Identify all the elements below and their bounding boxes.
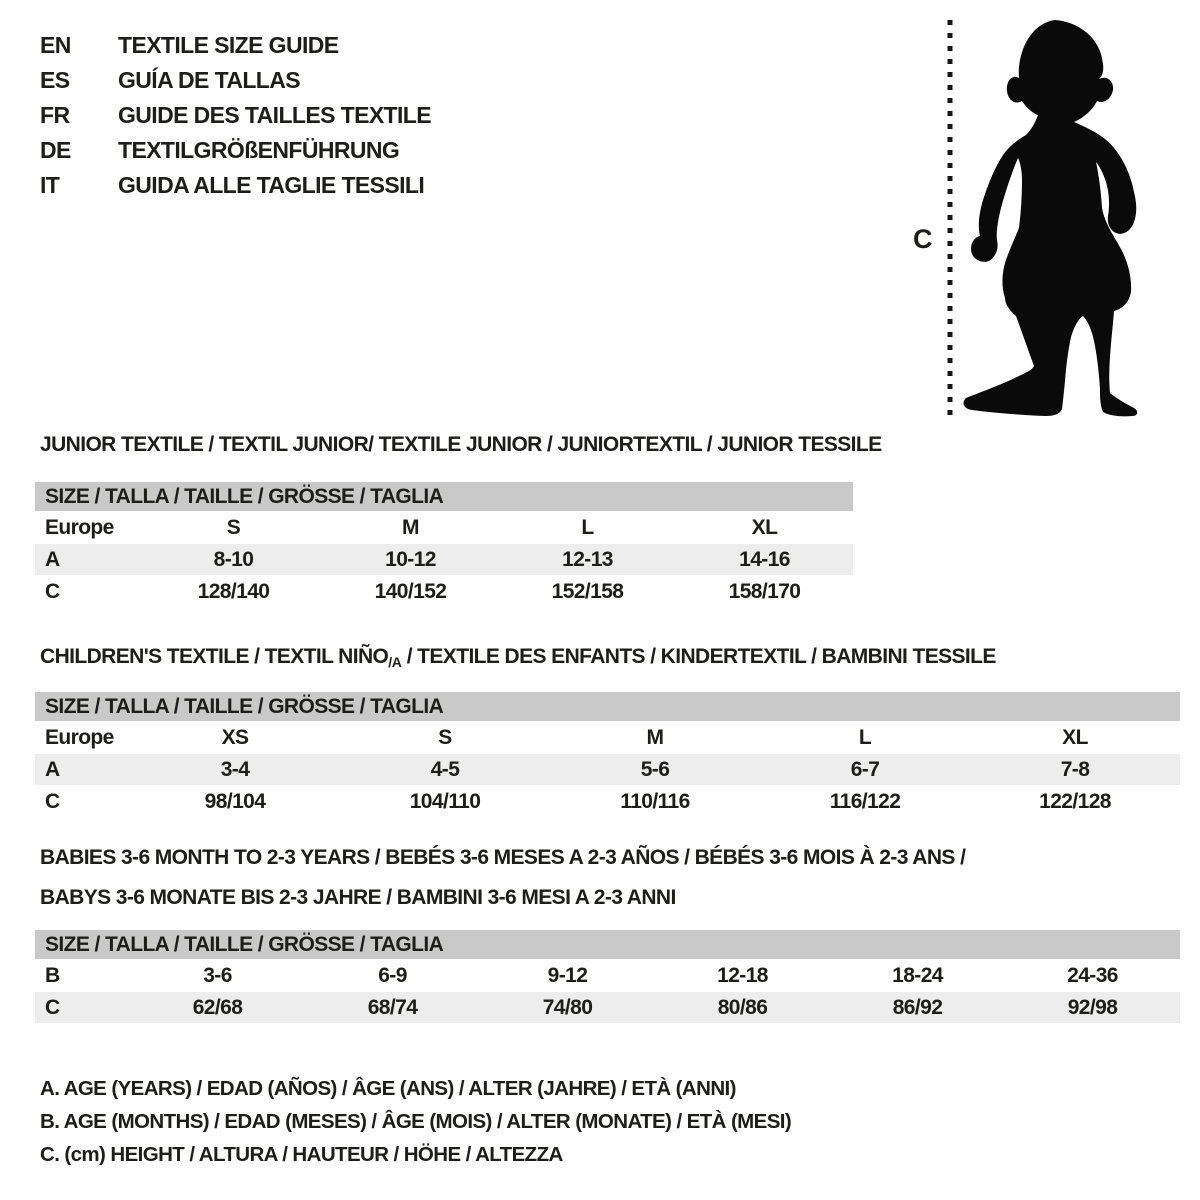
- children-title-subscript: /A: [388, 654, 402, 670]
- junior-section-title: [40, 432, 882, 458]
- size-header-text: SIZE / TALLA / TAILLE / GRÖSSE / TAGLIA: [45, 694, 444, 718]
- column-header: XS: [221, 725, 249, 749]
- row-label: C: [45, 995, 60, 1019]
- table-cell: 9-12: [547, 963, 588, 987]
- children-section-title: [40, 644, 996, 675]
- column-header: XL: [751, 515, 778, 539]
- height-marker-label: C: [913, 224, 933, 254]
- children-title-text: CHILDREN'S TEXTILE / TEXTIL NIÑO: [40, 645, 389, 668]
- size-header-bar: [35, 692, 1180, 721]
- children-title-text-2: / TEXTILE DES ENFANTS / KINDERTEXTIL / BAMBINI TESSILE: [401, 645, 996, 668]
- table-cell: 74/80: [542, 995, 593, 1019]
- table-cell: 80/86: [717, 995, 768, 1019]
- column-header: L: [858, 725, 872, 749]
- column-header: XL: [1062, 725, 1088, 749]
- table-cell: 18-24: [892, 963, 943, 987]
- table-cell: 158/170: [728, 579, 801, 603]
- baby-figure: [895, 8, 1175, 423]
- lang-label: GUÍA DE TALLAS: [118, 67, 300, 93]
- region-label: Europe: [45, 725, 114, 749]
- table-row-c: [35, 785, 1180, 818]
- table-row-c: [35, 992, 1180, 1023]
- babies-size-table: [35, 930, 1180, 1023]
- legend-line-b: B. AGE (MONTHS) / EDAD (MESES) / ÂGE (MOIS) / ALTER (MONATE) / ETÀ (MESI): [40, 1109, 792, 1133]
- size-header-bar: [35, 930, 1180, 959]
- size-header-text: SIZE / TALLA / TAILLE / GRÖSSE / TAGLIA: [45, 484, 444, 508]
- table-cell: 116/122: [829, 789, 901, 813]
- lang-code: FR: [40, 102, 70, 128]
- table-cell: 86/92: [892, 995, 943, 1019]
- table-cell: 68/74: [367, 995, 418, 1019]
- legend-line-a: A. AGE (YEARS) / EDAD (AÑOS) / ÂGE (ANS) / ALTER (JAHRE) / ETÀ (ANNI): [40, 1076, 736, 1100]
- region-label: Europe: [45, 515, 114, 539]
- table-cell: 92/98: [1067, 995, 1118, 1019]
- lang-row-fr: [40, 98, 431, 133]
- babies-title-text-2: BABYS 3-6 MONATE BIS 2-3 JAHRE / BAMBINI 3-6 MESI A 2-3 ANNI: [40, 886, 676, 909]
- lang-label: GUIDE DES TAILLES TEXTILE: [118, 102, 431, 128]
- table-cell: 10-12: [385, 547, 436, 571]
- table-cell: 5-6: [640, 757, 670, 781]
- table-cell: 14-16: [739, 547, 790, 571]
- row-label: A: [45, 757, 60, 781]
- table-row-a: [35, 754, 1180, 785]
- legend-line-c: C. (cm) HEIGHT / ALTURA / HAUTEUR / HÖHE / ALTEZZA: [40, 1142, 563, 1166]
- junior-size-table: [35, 482, 853, 608]
- column-header: L: [581, 515, 594, 539]
- lang-code: ES: [40, 67, 70, 93]
- table-cell: 7-8: [1060, 757, 1090, 781]
- size-header-bar: [35, 482, 853, 511]
- table-cell: 4-5: [430, 757, 460, 781]
- legend: [40, 1072, 791, 1171]
- table-cell: 152/158: [551, 579, 624, 603]
- table-row-b: [35, 959, 1180, 992]
- column-header: M: [402, 515, 419, 539]
- table-cell: 6-7: [850, 757, 880, 781]
- row-label: A: [45, 547, 60, 571]
- lang-row-es: [40, 63, 431, 98]
- row-label: C: [45, 789, 60, 813]
- table-cell: 12-18: [717, 963, 768, 987]
- table-cell: 128/140: [197, 579, 270, 603]
- table-row-europe: [35, 511, 853, 544]
- table-cell: 104/110: [409, 789, 481, 813]
- size-header-text: SIZE / TALLA / TAILLE / GRÖSSE / TAGLIA: [45, 932, 444, 956]
- table-cell: 3-6: [203, 963, 232, 987]
- row-label: C: [45, 579, 60, 603]
- lang-row-de: [40, 133, 431, 168]
- baby-silhouette-icon: [964, 20, 1138, 416]
- babies-section-title-line1: [40, 845, 965, 871]
- lang-label: TEXTILE SIZE GUIDE: [118, 32, 339, 58]
- lang-label: TEXTILGRÖßENFÜHRUNG: [118, 137, 400, 163]
- table-cell: 3-4: [220, 757, 250, 781]
- language-title-list: [40, 28, 431, 203]
- table-cell: 12-13: [562, 547, 613, 571]
- babies-title-text-1: BABIES 3-6 MONTH TO 2-3 YEARS / BEBÉS 3-6 MESES A 2-3 AÑOS / BÉBÉS 3-6 MOIS À 2-3 ANS /: [40, 846, 966, 869]
- lang-row-en: [40, 28, 431, 63]
- table-cell: 62/68: [192, 995, 243, 1019]
- table-row-a: [35, 544, 853, 575]
- lang-code: EN: [40, 32, 71, 58]
- junior-title-text: JUNIOR TEXTILE / TEXTIL JUNIOR/ TEXTILE JUNIOR / JUNIORTEXTIL / JUNIOR TESSILE: [40, 433, 882, 456]
- table-row-c: [35, 575, 853, 608]
- babies-section-title-line2: [40, 885, 676, 911]
- column-header: M: [646, 725, 664, 749]
- column-header: S: [226, 515, 241, 539]
- table-cell: 8-10: [213, 547, 254, 571]
- children-size-table: [35, 692, 1180, 818]
- table-cell: 140/152: [374, 579, 447, 603]
- lang-code: DE: [40, 137, 71, 163]
- lang-code: IT: [40, 172, 60, 198]
- column-header: S: [438, 725, 452, 749]
- lang-row-it: [40, 168, 431, 203]
- table-cell: 98/104: [204, 789, 266, 813]
- row-label: B: [45, 963, 60, 987]
- table-cell: 110/116: [620, 789, 690, 813]
- table-cell: 6-9: [378, 963, 407, 987]
- lang-label: GUIDA ALLE TAGLIE TESSILI: [118, 172, 425, 198]
- table-row-europe: [35, 721, 1180, 754]
- table-cell: 122/128: [1039, 789, 1111, 813]
- table-cell: 24-36: [1067, 963, 1118, 987]
